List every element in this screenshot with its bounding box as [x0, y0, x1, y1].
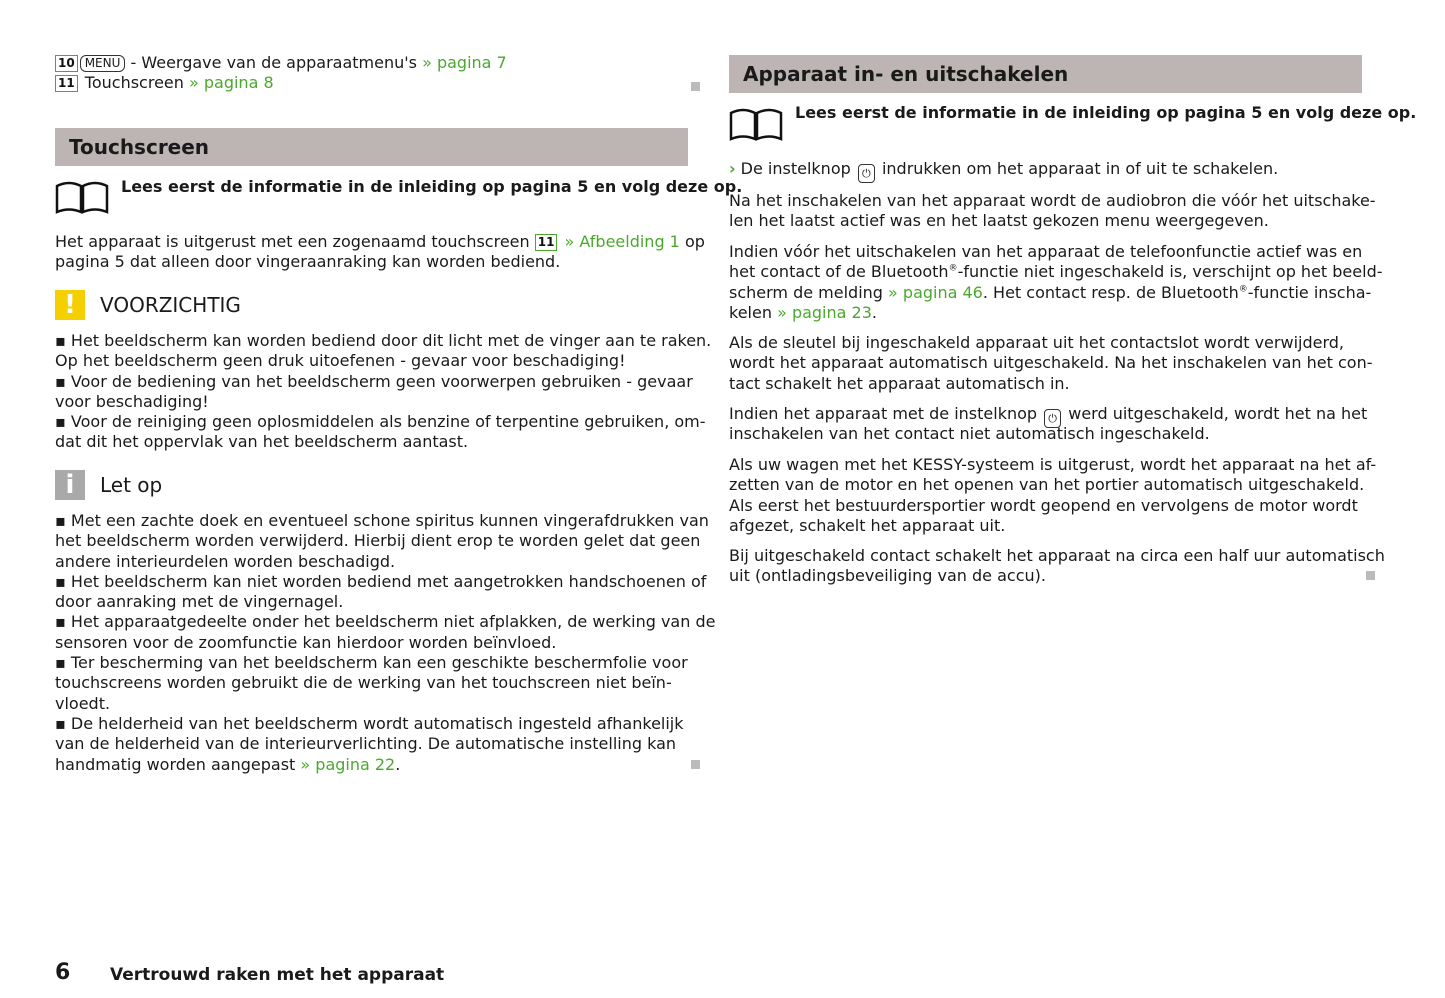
text: -functie inscha- — [1247, 282, 1372, 302]
text: Na het inschakelen van het apparaat wordt de audiobron die vóór het uitschake- — [729, 191, 1376, 210]
text-line — [55, 714, 715, 734]
text: pagina 5 dat alleen door vingeraanraking kan worden bediend. — [55, 252, 561, 272]
text: . — [871, 302, 877, 322]
book-icon — [55, 180, 109, 216]
text: Indien het apparaat met de instelknop — [729, 404, 1043, 423]
text-line — [729, 566, 1385, 586]
text: sensoren voor de zoomfunctie kan hierdoor worden beïnvloed. — [55, 632, 557, 652]
text-line — [729, 262, 1383, 282]
text: scherm de melding — [729, 282, 889, 302]
text-line — [729, 303, 1383, 323]
read-first-notice: Lees eerst de informatie in de inleiding op pagina 5 en volg deze op. — [121, 177, 743, 196]
text-line — [55, 572, 715, 592]
text-line — [729, 191, 1376, 211]
end-marker — [1366, 571, 1375, 580]
text: ▪ Het beeldscherm kan niet worden bediend met aangetrokken handschoenen of — [55, 571, 707, 591]
caution-title: VOORZICHTIG — [100, 293, 241, 317]
text: ▪ Met een zachte doek en eventueel schone spiritus kunnen vingerafdrukken van — [55, 511, 709, 530]
registered-mark: ® — [948, 263, 958, 274]
text: . — [395, 754, 401, 774]
text: Bij uitgeschakeld contact schakelt het apparaat na circa een half uur automatisch — [729, 546, 1385, 565]
caution-list — [55, 331, 711, 453]
text: De instelknop — [735, 159, 856, 178]
text-line — [729, 424, 1367, 444]
figure-callout-number: 11 — [55, 75, 78, 92]
text-line — [729, 283, 1383, 303]
text-line — [729, 159, 1278, 179]
text-line — [729, 211, 1376, 231]
text: van de helderheid van de interieurverlichting. De automatische instelling kan — [55, 734, 677, 754]
text: . Het contact resp. de Bluetooth — [982, 282, 1239, 302]
intro-paragraph — [55, 232, 705, 273]
page-link[interactable]: » pagina 8 — [188, 73, 274, 93]
page-link[interactable]: » pagina 46 — [888, 282, 983, 302]
text: Als uw wagen met het KESSY-systeem is uitgerust, wordt het apparaat na het af- — [729, 455, 1377, 474]
toc-list — [55, 53, 507, 94]
text: zetten van de motor en het openen van het portier automatisch uitgeschakeld. — [729, 475, 1365, 495]
figure-callout-number: 11 — [535, 234, 558, 251]
text: handmatig worden aangepast — [55, 754, 301, 774]
text: het contact of de Bluetooth — [729, 262, 949, 282]
text-line — [729, 496, 1376, 516]
text-line — [729, 333, 1373, 353]
text-line — [55, 653, 715, 673]
text-line — [55, 755, 715, 775]
text-line — [55, 531, 715, 551]
text-line — [55, 673, 715, 693]
text: werd uitgeschakeld, wordt het na het — [1063, 404, 1368, 423]
paragraph — [729, 404, 1367, 445]
text: het beeldscherm worden verwijderd. Hierbij dient erop te worden gelet dat geen — [55, 531, 701, 551]
menu-key-icon: MENU — [80, 55, 126, 72]
page-link[interactable]: » Afbeelding 1 — [559, 232, 680, 251]
figure-callout-number: 10 — [55, 55, 78, 72]
text: uit (ontladingsbeveiliging van de accu). — [729, 566, 1046, 586]
text: Touchscreen — [79, 73, 189, 93]
text-line — [729, 404, 1367, 424]
text-line — [55, 511, 715, 531]
text-line — [729, 242, 1383, 262]
text: door aanraking met de vingernagel. — [55, 592, 344, 612]
text-line — [55, 694, 715, 714]
note-title: Let op — [100, 473, 163, 497]
text-line — [729, 516, 1376, 536]
page-link[interactable]: » pagina 23 — [777, 302, 872, 322]
text-line — [55, 232, 705, 252]
paragraph — [729, 333, 1373, 394]
text: -functie niet ingeschakeld is, verschijnt op het beeld- — [957, 262, 1383, 282]
text: ▪ De helderheid van het beeldscherm wordt automatisch ingesteld afhankelijk — [55, 713, 684, 733]
text: Op het beeldscherm geen druk uitoefenen - gevaar voor beschadiging! — [55, 351, 626, 371]
text-line — [55, 552, 715, 572]
paragraph — [729, 546, 1385, 587]
caution-icon: ! — [55, 290, 85, 320]
text-line — [729, 475, 1376, 495]
text-line — [55, 612, 715, 632]
text: op — [679, 232, 705, 251]
text: ▪ Ter bescherming van het beeldscherm kan een geschikte beschermfolie voor — [55, 653, 688, 673]
text-line — [729, 374, 1373, 394]
registered-mark: ® — [1238, 284, 1248, 295]
text: ▪ Voor de reiniging geen oplosmiddelen als benzine of terpentine gebruiken, om- — [55, 412, 706, 432]
text-line — [55, 633, 715, 653]
text: len het laatst actief was en het laatst gekozen menu weergegeven. — [729, 211, 1269, 231]
text: tact schakelt het apparaat automatisch in. — [729, 373, 1070, 393]
paragraph — [729, 191, 1376, 232]
note-list — [55, 511, 715, 775]
page-link[interactable]: » pagina 22 — [300, 754, 396, 774]
text: Als de sleutel bij ingeschakeld apparaat uit het contactslot wordt verwijderd, — [729, 333, 1344, 352]
text-line — [55, 412, 711, 432]
text-line — [55, 392, 711, 412]
text-line — [55, 592, 715, 612]
text-line — [729, 353, 1373, 373]
step-instruction — [729, 159, 1278, 179]
text: Het apparaat is uitgerust met een zogenaamd touchscreen — [55, 232, 535, 251]
text-line — [55, 734, 715, 754]
info-icon: i — [55, 470, 85, 500]
text-line — [55, 351, 711, 371]
text: inschakelen van het contact niet automatisch ingeschakeld. — [729, 424, 1210, 444]
read-first-notice: Lees eerst de informatie in de inleiding op pagina 5 en volg deze op. — [795, 103, 1417, 122]
text-line — [55, 372, 711, 392]
text-line — [55, 252, 705, 272]
text: touchscreens worden gebruikt die de werking van het touchscreen niet beïn- — [55, 673, 672, 693]
paragraph — [729, 455, 1376, 536]
text-line — [55, 331, 711, 351]
text-line — [55, 53, 507, 73]
paragraph — [729, 242, 1383, 323]
chevron-right-icon: › — [729, 159, 736, 178]
text: afgezet, schakelt het apparaat uit. — [729, 515, 1006, 535]
power-button-icon: ⏻ — [1044, 409, 1061, 428]
text: kelen — [729, 302, 778, 322]
text: indrukken om het apparaat in of uit te schakelen. — [876, 159, 1279, 178]
text-line — [729, 455, 1376, 475]
book-icon — [729, 107, 783, 143]
text: dat dit het oppervlak van het beeldscherm aantast. — [55, 432, 469, 452]
text: vloedt. — [55, 693, 111, 713]
text: ▪ Voor de bediening van het beeldscherm geen voorwerpen gebruiken - gevaar — [55, 371, 693, 391]
text: - Weergave van de apparaatmenu's — [125, 53, 423, 72]
text: Indien vóór het uitschakelen van het apparaat de telefoonfunctie actief was en — [729, 242, 1363, 261]
text: wordt het apparaat automatisch uitgeschakeld. Na het inschakelen van het con- — [729, 353, 1373, 373]
text-line — [55, 432, 711, 452]
text: andere interieurdelen worden beschadigd. — [55, 551, 396, 571]
text-line — [729, 546, 1385, 566]
text: ▪ Het beeldscherm kan worden bediend door dit licht met de vinger aan te raken. — [55, 331, 712, 350]
end-marker — [691, 760, 700, 769]
section-heading-touchscreen: Touchscreen — [55, 128, 688, 166]
text: voor beschadiging! — [55, 391, 209, 411]
text: ▪ Het apparaatgedeelte onder het beeldscherm niet afplakken, de werking van de — [55, 612, 716, 632]
text: Als eerst het bestuurdersportier wordt geopend en vervolgens de motor wordt — [729, 495, 1358, 515]
end-marker — [691, 82, 700, 91]
page-link[interactable]: » pagina 7 — [422, 53, 507, 72]
power-button-icon: ⏻ — [858, 164, 875, 183]
chapter-title: Vertrouwd raken met het apparaat — [110, 965, 445, 985]
section-heading-power: Apparaat in- en uitschakelen — [729, 55, 1362, 93]
page-number: 6 — [55, 960, 71, 985]
text-line — [55, 73, 507, 93]
